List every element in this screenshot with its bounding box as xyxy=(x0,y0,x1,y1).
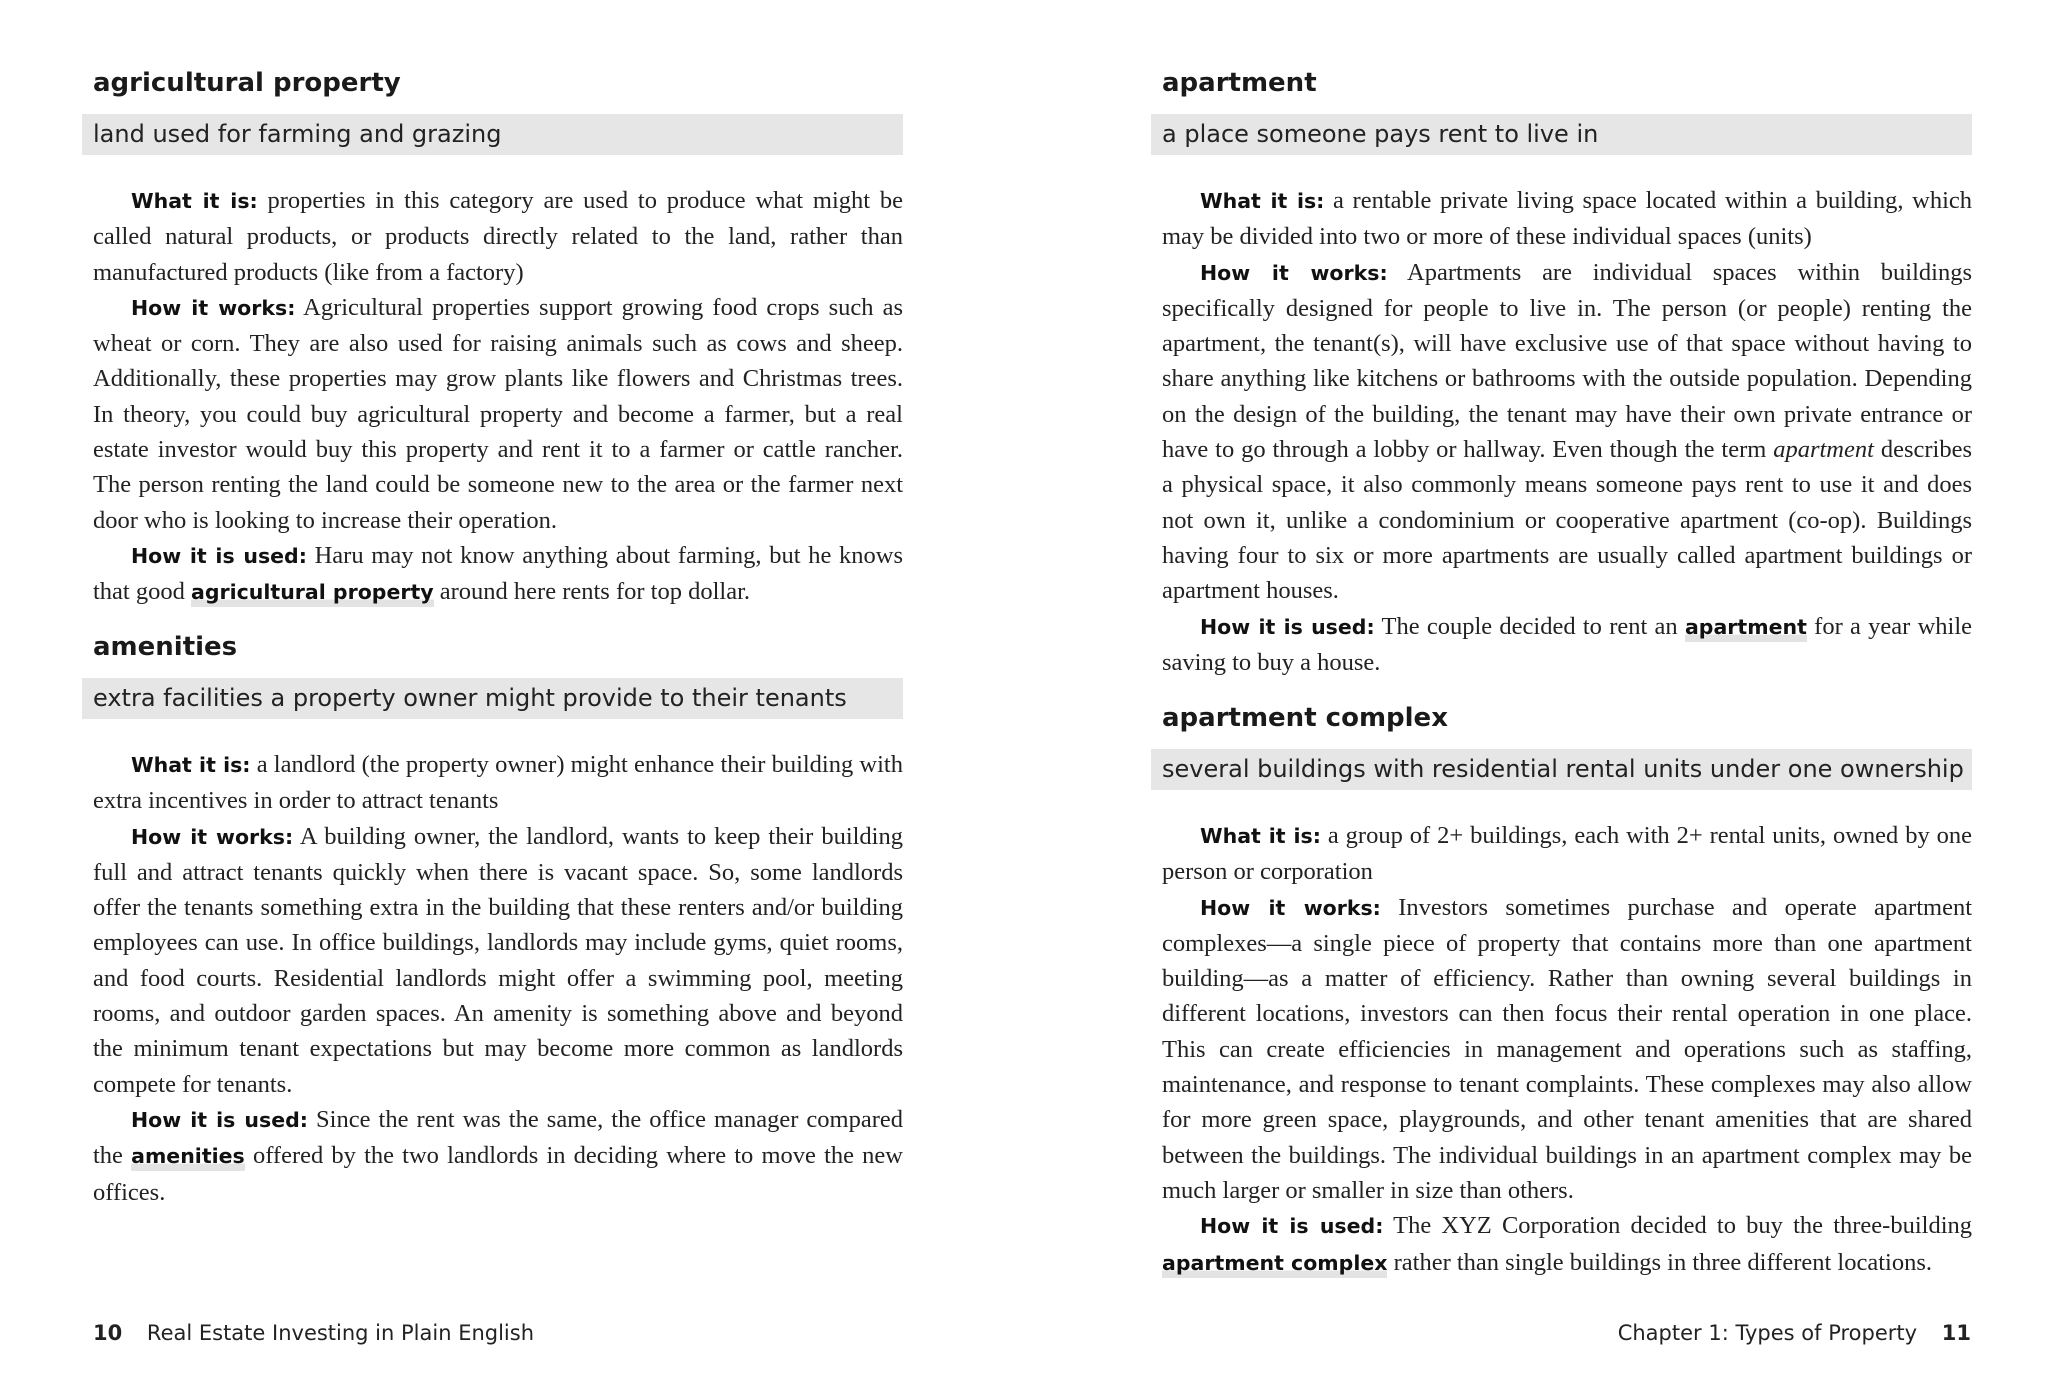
entry-term: apartment xyxy=(1162,68,1317,98)
how-it-is-used-paragraph xyxy=(93,1102,903,1210)
used-text-after: around here rents for top dollar. xyxy=(433,578,750,606)
entry-agricultural-property xyxy=(93,66,903,611)
entry-term: amenities xyxy=(93,632,238,662)
what-it-is-paragraph xyxy=(93,747,903,819)
how-label: How it works: xyxy=(131,824,294,849)
right-footer xyxy=(1618,1321,1971,1345)
entry-definition: a place someone pays rent to live in xyxy=(1151,114,1972,155)
how-text-before: Apartments are individual spaces within buildings specifically designed for people to live in. The person (or people) renting the apartment, the tenant(s), will have exclusive use of that space without having to share anything like kitchens or bathrooms with the outside population. Depending on the design of the building, the tenant may have their own private entrance or have to go through a lobby or hallway. Even though the term xyxy=(1162,258,1972,464)
what-text: properties in this category are used to produce what might be called natural products, or products directly related to the land, rather than manufactured products (like from a factory) xyxy=(93,187,903,286)
left-footer xyxy=(93,1321,534,1345)
what-text: a landlord (the property owner) might enhance their building with extra incentives in order to attract tenants xyxy=(93,751,903,815)
entry-amenities xyxy=(93,630,903,1210)
how-text: Investors sometimes purchase and operate apartment complexes—a single piece of property that contains more than one apartment building—as a matter of efficiency. Rather than owning several buildings in different locations, investors can then focus their rental operation in one place. This can create efficiencies in management and operations such as staffing, maintenance, and response to tenant complaints. These complexes may also allow for more green space, playgrounds, and other tenant amenities that are shared between the buildings. The individual buildings in an apartment complex may be much larger or smaller in size than others. xyxy=(1162,893,1972,1204)
what-it-is-paragraph xyxy=(1162,183,1972,255)
what-text: a rentable private living space located within a building, which may be divided into two or more of these individual spaces (units) xyxy=(1162,187,1972,251)
what-label: What it is: xyxy=(1200,189,1325,213)
entry-definition: several buildings with residential rental units under one ownership xyxy=(1151,749,1972,790)
used-text-after: for a year while saving to buy a house. xyxy=(1162,612,1973,676)
what-it-is-paragraph xyxy=(93,183,903,290)
book-title: Real Estate Investing in Plain English xyxy=(146,1321,535,1345)
used-text-after: rather than single buildings in three different locations. xyxy=(1387,1248,1933,1276)
what-label: What it is: xyxy=(131,753,251,777)
entry-definition: extra facilities a property owner might provide to their tenants xyxy=(82,678,903,719)
how-it-is-used-paragraph xyxy=(1162,1208,1972,1281)
used-text-before: Haru may not know anything about farming, but he knows that good xyxy=(93,541,903,606)
how-it-works-paragraph xyxy=(93,819,903,1102)
how-label: How it works: xyxy=(131,295,296,320)
page-number: 11 xyxy=(1941,1321,1971,1345)
entry-term: apartment complex xyxy=(1162,703,1448,733)
chapter-title: Chapter 1: Types of Property xyxy=(1617,1321,1918,1345)
entry-definition: land used for farming and grazing xyxy=(82,114,903,155)
used-text-before: Since the rent was the same, the office manager compared the xyxy=(93,1105,903,1170)
how-it-is-used-paragraph xyxy=(93,538,903,611)
highlighted-term: agricultural property xyxy=(191,580,434,607)
used-label: How it is used: xyxy=(131,543,307,568)
used-text-before: The XYZ Corporation decided to buy the three-building xyxy=(1383,1212,1973,1240)
used-text-after: offered by the two landlords in deciding where to move the new offices. xyxy=(93,1142,903,1206)
used-label: How it is used: xyxy=(1200,1214,1384,1239)
how-it-works-paragraph xyxy=(93,290,903,538)
what-label: What it is: xyxy=(131,189,258,213)
what-it-is-paragraph xyxy=(1162,818,1972,890)
used-label: How it is used: xyxy=(1200,614,1375,639)
highlighted-term: apartment complex xyxy=(1162,1251,1387,1278)
how-text: Agricultural properties support growing food crops such as wheat or corn. They are also used for raising animals such as cows and sheep. Additionally, these properties may grow plants like flowers and Christmas trees. In theory, you could buy agricultural property and become a farmer, but a real estate investor would buy this property and rent it to a farmer or cattle rancher. The person renting the land could be someone new to the area or the farmer next door who is looking to increase their operation. xyxy=(93,293,903,534)
what-text: a group of 2+ buildings, each with 2+ rental units, owned by one person or corporation xyxy=(1162,822,1972,886)
highlighted-term: amenities xyxy=(131,1144,245,1171)
entry-apartment-complex xyxy=(1162,701,1972,1281)
highlighted-term: apartment xyxy=(1685,615,1807,642)
how-label: How it works: xyxy=(1200,895,1381,920)
entry-apartment xyxy=(1162,66,1972,680)
how-label: How it works: xyxy=(1200,260,1388,285)
what-label: What it is: xyxy=(1200,824,1321,848)
used-text-before: The couple decided to rent an xyxy=(1374,612,1685,640)
how-it-works-paragraph xyxy=(1162,890,1972,1209)
entry-term: agricultural property xyxy=(93,68,401,98)
used-label: How it is used: xyxy=(131,1107,308,1132)
how-italic-term: apartment xyxy=(1773,436,1874,464)
how-it-is-used-paragraph xyxy=(1162,609,1972,681)
page-number: 10 xyxy=(93,1321,123,1345)
how-text-after: describes a physical space, it also commonly means someone pays rent to use it and does not own it, unlike a condominium or cooperative apartment (co-op). Buildings having four to six or more apartments are usually called apartment buildings or apartment houses. xyxy=(1162,436,1972,605)
how-it-works-paragraph xyxy=(1162,255,1972,609)
how-text: A building owner, the landlord, wants to keep their building full and attract tenants quickly when there is vacant space. So, some landlords offer the tenants something extra in the building that these renters and/or building employees can use. In office buildings, landlords may include gyms, quiet rooms, and food courts. Residential landlords might offer a swimming pool, meeting rooms, and outdoor garden spaces. An amenity is something above and beyond the minimum tenant expectations but may become more common as landlords compete for tenants. xyxy=(93,822,903,1098)
